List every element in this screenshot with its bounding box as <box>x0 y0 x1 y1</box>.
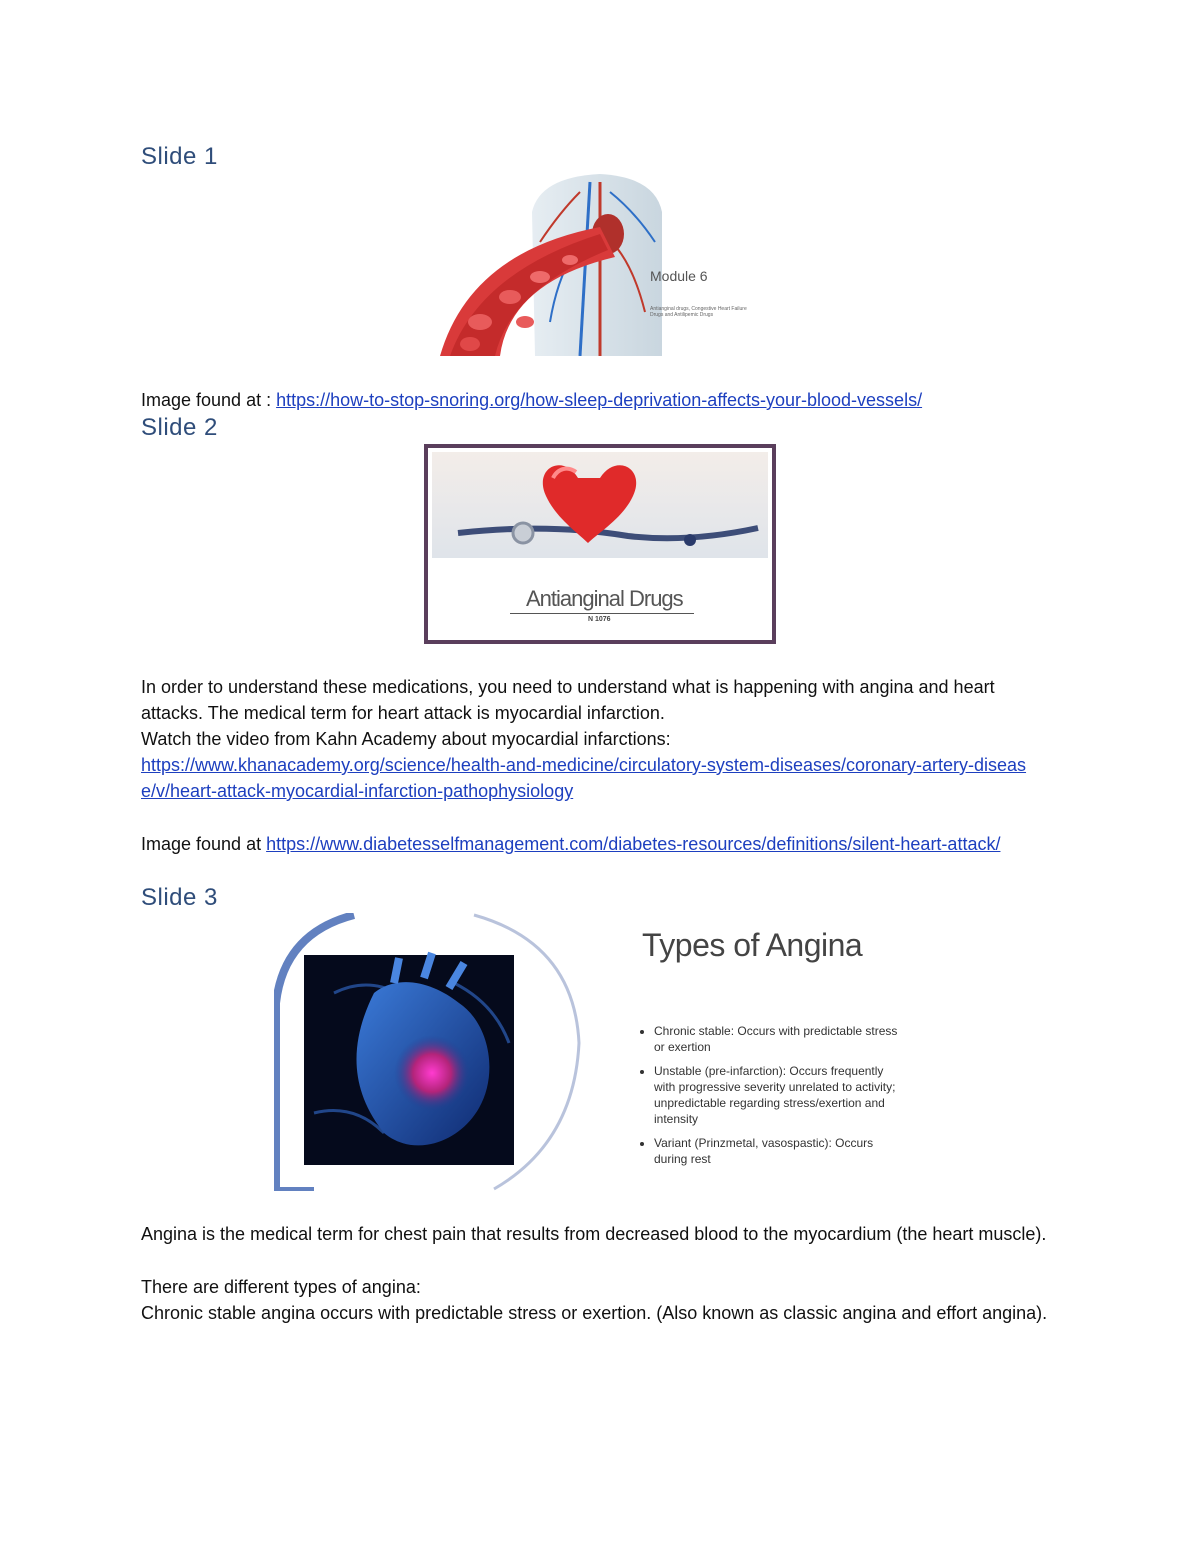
slide2-image-subtitle: N 1076 <box>588 616 611 623</box>
slide2-caption-link[interactable]: https://www.diabetesselfmanagement.com/diabetes-resources/definitions/silent-heart-attack/ <box>266 834 1001 854</box>
slide1-caption-prefix: Image found at : <box>141 390 277 410</box>
slide2-heading: Slide 2 <box>141 414 218 441</box>
slide2-video-link[interactable]: https://www.khanacademy.org/science/health-and-medicine/circulatory-system-diseases/coronary-artery-disease/v/heart-attack-myocardial-infarction-pathophysiology <box>141 755 1027 801</box>
slide3-bullet: • Chronic stable: Occurs with predictable stress or exertion <box>654 1023 904 1055</box>
slide3-bullet: • Variant (Prinzmetal, vasospastic): Occurs during rest <box>654 1135 904 1167</box>
slide1-caption <box>141 387 1101 413</box>
slide1-heading: Slide 1 <box>141 143 218 170</box>
slide3-image-title: Types of Angina <box>642 927 863 963</box>
slide3-bullets <box>640 1023 904 1175</box>
slide1-image-title: Module 6 <box>650 268 708 284</box>
slide3-bullet: • Unstable (pre-infarction): Occurs frequently with progressive severity unrelated to activity; unpredictable regarding stress/exertion and intensity <box>654 1063 904 1127</box>
slide1-image-subtitle: Antianginal drugs, Congestive Heart Failure Drugs and Antilipemic Drugs <box>650 306 747 318</box>
slide2-video-wrap <box>141 752 1031 804</box>
slide2-image-title: Antianginal Drugs <box>526 586 683 611</box>
slide1-image <box>440 172 762 356</box>
slide2-para1: In order to understand these medications, you need to understand what is happening with angina and heart attacks. The medical term for heart attack is myocardial infarction. <box>141 677 995 723</box>
heart-xray-illustration <box>274 913 594 1191</box>
slide2-image <box>424 444 776 644</box>
slide3-heading: Slide 3 <box>141 884 218 911</box>
slide1-caption-link[interactable]: https://how-to-stop-snoring.org/how-sleep-deprivation-affects-your-blood-vessels/ <box>276 390 923 410</box>
slide3-image <box>274 913 910 1191</box>
blood-vessel-illustration <box>440 172 762 356</box>
slide2-para2: Watch the video from Kahn Academy about myocardial infarctions: <box>141 729 671 749</box>
slide3-para2: There are different types of angina: <box>141 1277 421 1297</box>
slide3-para1: Angina is the medical term for chest pain that results from decreased blood to the myocardium (the heart muscle). <box>141 1224 1047 1244</box>
slide2-caption <box>141 831 1061 857</box>
slide2-caption-prefix: Image found at <box>141 834 267 854</box>
slide2-title-underline <box>510 613 694 614</box>
heart-stethoscope-illustration <box>428 448 772 558</box>
slide3-para3: Chronic stable angina occurs with predictable stress or exertion. (Also known as classic angina and effort angina). <box>141 1303 1048 1323</box>
